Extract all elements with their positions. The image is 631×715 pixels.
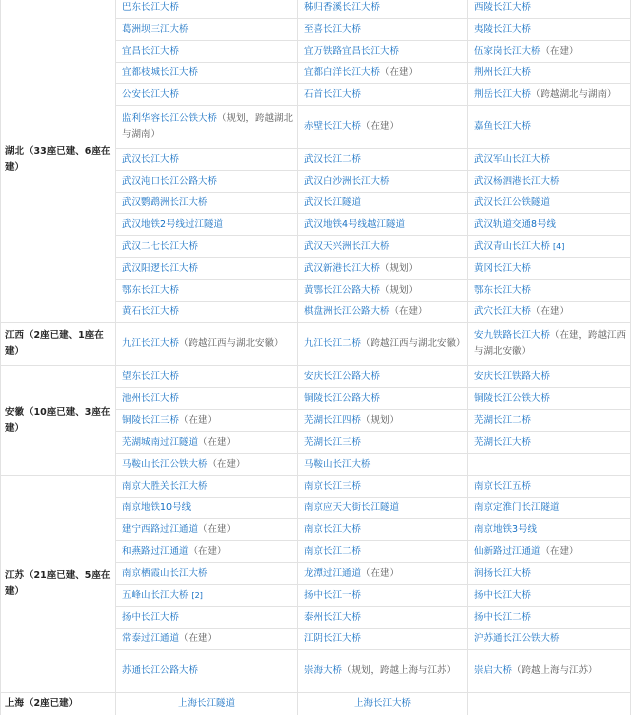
bridge-name-link[interactable]: 江阴长江大桥	[304, 633, 362, 644]
status-note: （跨越江西与湖北安徽）	[361, 338, 466, 349]
bridge-name-link[interactable]: 荆州长江大桥	[474, 67, 532, 78]
status-note: （跨越江西与湖北安徽）	[179, 338, 284, 349]
bridge-cell	[116, 0, 298, 19]
bridge-name-link[interactable]: 润扬长江大桥	[474, 567, 532, 579]
bridge-name-link[interactable]: 嘉鱼长江大桥	[474, 121, 532, 132]
status-note: （规划，跨越上海与江苏）	[342, 665, 457, 676]
bridge-cell	[116, 476, 298, 498]
empty-cell	[468, 454, 631, 476]
bridge-cell	[116, 236, 298, 258]
bridge-name-link[interactable]: 伍家岗长江大桥	[474, 45, 541, 57]
bridge-name-link[interactable]: 武汉新港长江大桥	[304, 262, 381, 274]
bridge-cell	[116, 258, 298, 280]
bridge-name-link[interactable]: 夷陵长江大桥	[474, 23, 532, 35]
bridge-cell	[116, 280, 298, 302]
bridge-name-link[interactable]: 望东长江大桥	[122, 370, 180, 382]
bridge-name-link[interactable]: 南京长江二桥	[304, 545, 362, 557]
bridge-name-link[interactable]: 铜陵长江公路大桥	[304, 392, 381, 404]
bridge-name-link[interactable]: 南京长江三桥	[304, 480, 362, 492]
bridge-cell	[468, 323, 631, 366]
bridge-cell	[468, 84, 631, 106]
bridge-name-link[interactable]: 南京应天大街长江隧道	[304, 502, 400, 513]
bridge-cell	[468, 19, 631, 41]
status-note: （跨越湖北与湖南）	[531, 88, 617, 100]
bridge-name-link[interactable]: 武汉二七长江大桥	[122, 240, 199, 252]
bridge-cell	[298, 650, 468, 693]
bridge-name-link[interactable]: 黄石长江大桥	[122, 306, 180, 317]
table-row	[1, 476, 631, 498]
bridge-cell	[468, 629, 631, 650]
bridge-name-link[interactable]: 南京大胜关长江大桥	[122, 480, 208, 492]
bridge-name-link[interactable]: 武汉轨道交通8号线	[474, 218, 557, 230]
status-note: （在建）	[188, 545, 227, 557]
province-label: 上海（2座已建）	[1, 693, 116, 715]
bridge-cell	[298, 0, 468, 19]
bridge-cell	[298, 84, 468, 106]
bridge-cell	[468, 171, 631, 193]
empty-cell	[468, 693, 631, 715]
status-note: （在建）	[179, 414, 218, 426]
bridge-name-link[interactable]: 九江长江大桥	[122, 338, 180, 349]
bridge-name-link[interactable]: 宜万铁路宜昌长江大桥	[304, 45, 400, 57]
bridge-name-link[interactable]: 上海长江隧道	[177, 697, 235, 709]
bridge-cell	[298, 563, 468, 585]
bridge-cell	[298, 629, 468, 650]
bridge-name-link[interactable]: 监利华容长江公铁大桥	[122, 113, 218, 124]
bridge-cell	[468, 585, 631, 607]
bridge-cell	[468, 498, 631, 519]
status-note: （规划，跨越湖北与湖南）	[122, 113, 294, 140]
bridge-cell	[116, 366, 298, 388]
bridge-name-link[interactable]: 芜湖长江四桥	[304, 414, 362, 426]
bridge-cell	[468, 236, 631, 258]
bridge-name-link[interactable]: 安庆长江公路大桥	[304, 370, 381, 382]
bridge-cell	[116, 454, 298, 476]
bridge-cell	[116, 629, 298, 650]
bridge-cell	[116, 693, 298, 715]
bridge-name-link[interactable]: 芜湖长江二桥	[474, 414, 532, 426]
bridge-cell	[298, 236, 468, 258]
province-label: 江西（2座已建、1座在建）	[1, 323, 116, 366]
bridge-name-link[interactable]: 武汉白沙洲长江大桥	[304, 175, 390, 187]
bridge-name-link[interactable]: 南京长江五桥	[474, 480, 532, 492]
bridge-cell	[116, 388, 298, 410]
bridge-name-link[interactable]: 宜都枝城长江大桥	[122, 67, 199, 78]
bridge-name-link[interactable]: 南京栖霞山长江大桥	[122, 567, 208, 579]
bridge-cell	[298, 41, 468, 63]
bridge-name-link[interactable]: 武汉沌口长江公路大桥	[122, 175, 218, 187]
bridge-name-link[interactable]: 上海长江大桥	[353, 697, 411, 709]
bridge-name-link[interactable]: 铜陵长江三桥	[122, 414, 180, 426]
bridge-cell	[298, 476, 468, 498]
bridge-cell	[468, 410, 631, 432]
bridge-name-link[interactable]: 池州长江大桥	[122, 392, 180, 404]
bridge-name-link[interactable]: 铜陵长江公铁大桥	[474, 392, 551, 404]
bridge-cell	[468, 541, 631, 563]
bridge-name-link[interactable]: 崇海大桥	[304, 665, 343, 676]
status-note: （规划）	[361, 414, 400, 426]
bridge-name-link[interactable]: 芜湖城南过江隧道	[122, 436, 199, 448]
bridge-name-link[interactable]: 苏通长江公路大桥	[122, 665, 199, 676]
status-note: （在建）	[380, 67, 419, 78]
status-note: （跨越上海与江苏）	[512, 665, 598, 676]
bridge-name-link[interactable]: 扬中长江二桥	[474, 611, 532, 623]
bridge-name-link[interactable]: 西陵长江大桥	[474, 2, 532, 13]
bridge-cell	[116, 498, 298, 519]
bridge-cell	[298, 193, 468, 214]
bridge-cell	[468, 280, 631, 302]
bridge-cell	[468, 366, 631, 388]
bridge-cell	[298, 410, 468, 432]
bridge-cell	[298, 498, 468, 519]
bridge-cell	[298, 19, 468, 41]
bridge-cell	[468, 607, 631, 629]
bridge-cell	[116, 607, 298, 629]
bridge-cell	[468, 41, 631, 63]
bridge-name-link[interactable]: 芜湖长江大桥	[474, 436, 532, 448]
bridge-name-link[interactable]: 武汉长江公铁隧道	[474, 197, 551, 208]
bridge-cell	[116, 149, 298, 171]
bridge-name-link[interactable]: 黄冈长江大桥	[474, 262, 532, 274]
bridge-cell	[116, 323, 298, 366]
bridge-name-link[interactable]: 葛洲坝三江大桥	[122, 23, 189, 35]
bridge-cell	[298, 454, 468, 476]
bridge-name-link[interactable]: 武穴长江大桥	[474, 306, 532, 317]
status-note: （在建）	[361, 121, 400, 132]
bridge-cell	[298, 323, 468, 366]
bridge-name-link[interactable]: 武汉青山长江大桥	[474, 240, 551, 252]
bridge-cell	[116, 84, 298, 106]
bridge-cell	[468, 302, 631, 323]
bridge-name-link[interactable]: 扬中长江一桥	[304, 589, 362, 601]
status-note: （规划）	[380, 262, 419, 274]
bridge-cell	[468, 519, 631, 541]
bridge-name-link[interactable]: 武汉长江隧道	[304, 197, 362, 208]
bridge-name-link[interactable]: 五峰山长江大桥	[122, 589, 189, 601]
bridge-cell	[298, 149, 468, 171]
status-note: （在建）	[207, 458, 246, 470]
status-note: （在建）	[540, 545, 579, 557]
bridge-name-link[interactable]: 武汉天兴洲长江大桥	[304, 240, 390, 252]
bridge-name-link[interactable]: 南京地铁10号线	[122, 502, 192, 513]
bridge-cell	[116, 519, 298, 541]
status-note: （在建）	[389, 306, 428, 317]
bridge-cell	[298, 214, 468, 236]
bridge-name-link[interactable]: 马鞍山长江大桥	[304, 458, 371, 470]
bridge-name-link[interactable]: 南京地铁3号线	[474, 523, 538, 535]
bridge-cell	[468, 432, 631, 454]
bridge-cell	[468, 258, 631, 280]
bridge-cell	[116, 41, 298, 63]
bridge-name-link[interactable]: 沪苏通长江公铁大桥	[474, 633, 560, 644]
bridge-name-link[interactable]: 南京长江大桥	[304, 523, 362, 535]
bridge-name-link[interactable]: 武汉阳逻长江大桥	[122, 262, 199, 274]
bridge-name-link[interactable]: 武汉军山长江大桥	[474, 153, 551, 165]
bridge-cell	[298, 63, 468, 84]
bridge-name-link[interactable]: 扬中长江大桥	[122, 611, 180, 623]
bridge-cell	[468, 0, 631, 19]
bridge-cell	[298, 388, 468, 410]
bridge-name-link[interactable]: 棋盘洲长江公路大桥	[304, 306, 390, 317]
bridge-name-link[interactable]: 扬中长江大桥	[474, 589, 532, 601]
bridge-name-link[interactable]: 赤壁长江大桥	[304, 121, 362, 132]
bridge-name-link[interactable]: 安九铁路长江大桥	[474, 330, 551, 341]
bridge-cell	[468, 563, 631, 585]
bridge-cell	[468, 214, 631, 236]
bridge-cell	[116, 432, 298, 454]
bridge-cell	[298, 366, 468, 388]
bridge-cell	[298, 541, 468, 563]
bridge-cell	[468, 106, 631, 149]
bridge-name-link[interactable]: 崇启大桥	[474, 665, 513, 676]
bridge-name-link[interactable]: 建宁西路过江通道	[122, 523, 199, 535]
bridge-cell	[298, 585, 468, 607]
table-row	[1, 366, 631, 388]
bridge-cell	[298, 693, 468, 715]
bridge-name-link[interactable]: 龙潭过江通道	[304, 567, 362, 579]
bridge-cell	[116, 650, 298, 693]
bridge-name-link[interactable]: 马鞍山长江公铁大桥	[122, 458, 208, 470]
bridge-cell	[116, 410, 298, 432]
bridge-cell	[116, 214, 298, 236]
table-row	[1, 0, 631, 19]
table-row	[1, 323, 631, 366]
bridge-cell	[116, 193, 298, 214]
bridge-name-link[interactable]: 武汉地铁2号线过江隧道	[122, 218, 224, 230]
bridge-name-link[interactable]: 石首长江大桥	[304, 88, 362, 100]
bridge-cell	[298, 607, 468, 629]
table-row	[1, 693, 631, 715]
bridge-cell	[116, 19, 298, 41]
status-note: （在建）	[531, 306, 570, 317]
bridge-name-link[interactable]: 秭归香溪长江大桥	[304, 2, 381, 13]
bridge-name-link[interactable]: 武汉长江二桥	[304, 153, 362, 165]
bridge-name-link[interactable]: 芜湖长江三桥	[304, 436, 362, 448]
bridge-name-link[interactable]: 常泰过江通道	[122, 633, 180, 644]
bridge-cell	[116, 541, 298, 563]
bridge-cell	[468, 388, 631, 410]
province-label: 江苏（21座已建、5座在建）	[1, 476, 116, 693]
bridge-cell	[298, 519, 468, 541]
bridge-name-link[interactable]: 鄂东长江大桥	[122, 284, 180, 296]
bridge-cell	[468, 149, 631, 171]
bridge-cell	[116, 171, 298, 193]
reference-link[interactable]: [2]	[191, 590, 203, 600]
bridge-name-link[interactable]: 武汉长江大桥	[122, 153, 180, 165]
reference-link[interactable]: [4]	[553, 241, 565, 251]
bridge-name-link[interactable]: 宜昌长江大桥	[122, 45, 180, 57]
bridge-cell	[298, 302, 468, 323]
bridge-name-link[interactable]: 仙新路过江通道	[474, 545, 541, 557]
bridge-cell	[116, 585, 298, 607]
bridge-name-link[interactable]: 武汉杨泗港长江大桥	[474, 175, 560, 187]
bridge-cell	[468, 476, 631, 498]
bridge-name-link[interactable]: 九江长江二桥	[304, 338, 362, 349]
bridge-cell	[468, 63, 631, 84]
province-label: 安徽（10座已建、3座在建）	[1, 366, 116, 476]
status-note: （在建）	[361, 567, 400, 579]
bridge-cell	[298, 280, 468, 302]
bridge-name-link[interactable]: 武汉地铁4号线越江隧道	[304, 218, 406, 230]
status-note: （在建）	[540, 45, 579, 57]
bridge-name-link[interactable]: 黄鄂长江公路大桥	[304, 284, 381, 296]
bridge-name-link[interactable]: 南京定淮门长江隧道	[474, 502, 560, 513]
status-note: （在建）	[198, 436, 237, 448]
status-note: （在建）	[179, 633, 218, 644]
bridge-name-link[interactable]: 和燕路过江通道	[122, 545, 189, 557]
status-note: （在建，跨越江西与湖北安徽）	[474, 330, 627, 357]
bridge-name-link[interactable]: 公安长江大桥	[122, 88, 180, 100]
bridge-cell	[116, 563, 298, 585]
bridge-cell	[298, 432, 468, 454]
bridge-cell	[298, 106, 468, 149]
bridge-name-link[interactable]: 泰州长江大桥	[304, 611, 362, 623]
bridge-cell	[298, 258, 468, 280]
status-note: （规划）	[380, 284, 419, 296]
bridge-cell	[468, 193, 631, 214]
bridge-name-link[interactable]: 荆岳长江大桥	[474, 88, 532, 100]
bridge-cell	[468, 650, 631, 693]
bridge-name-link[interactable]: 巴东长江大桥	[122, 2, 180, 13]
bridge-cell	[116, 63, 298, 84]
bridge-cell	[298, 171, 468, 193]
province-label: 湖北（33座已建、6座在建）	[1, 0, 116, 323]
bridge-name-link[interactable]: 宜都白洋长江大桥	[304, 67, 381, 78]
bridge-cell	[116, 302, 298, 323]
bridge-name-link[interactable]: 鄂东长江大桥	[474, 284, 532, 296]
bridge-cell	[116, 106, 298, 149]
bridge-name-link[interactable]: 至喜长江大桥	[304, 23, 362, 35]
bridge-name-link[interactable]: 武汉鹦鹉洲长江大桥	[122, 197, 208, 208]
bridge-name-link[interactable]: 安庆长江铁路大桥	[474, 370, 551, 382]
status-note: （在建）	[198, 523, 237, 535]
